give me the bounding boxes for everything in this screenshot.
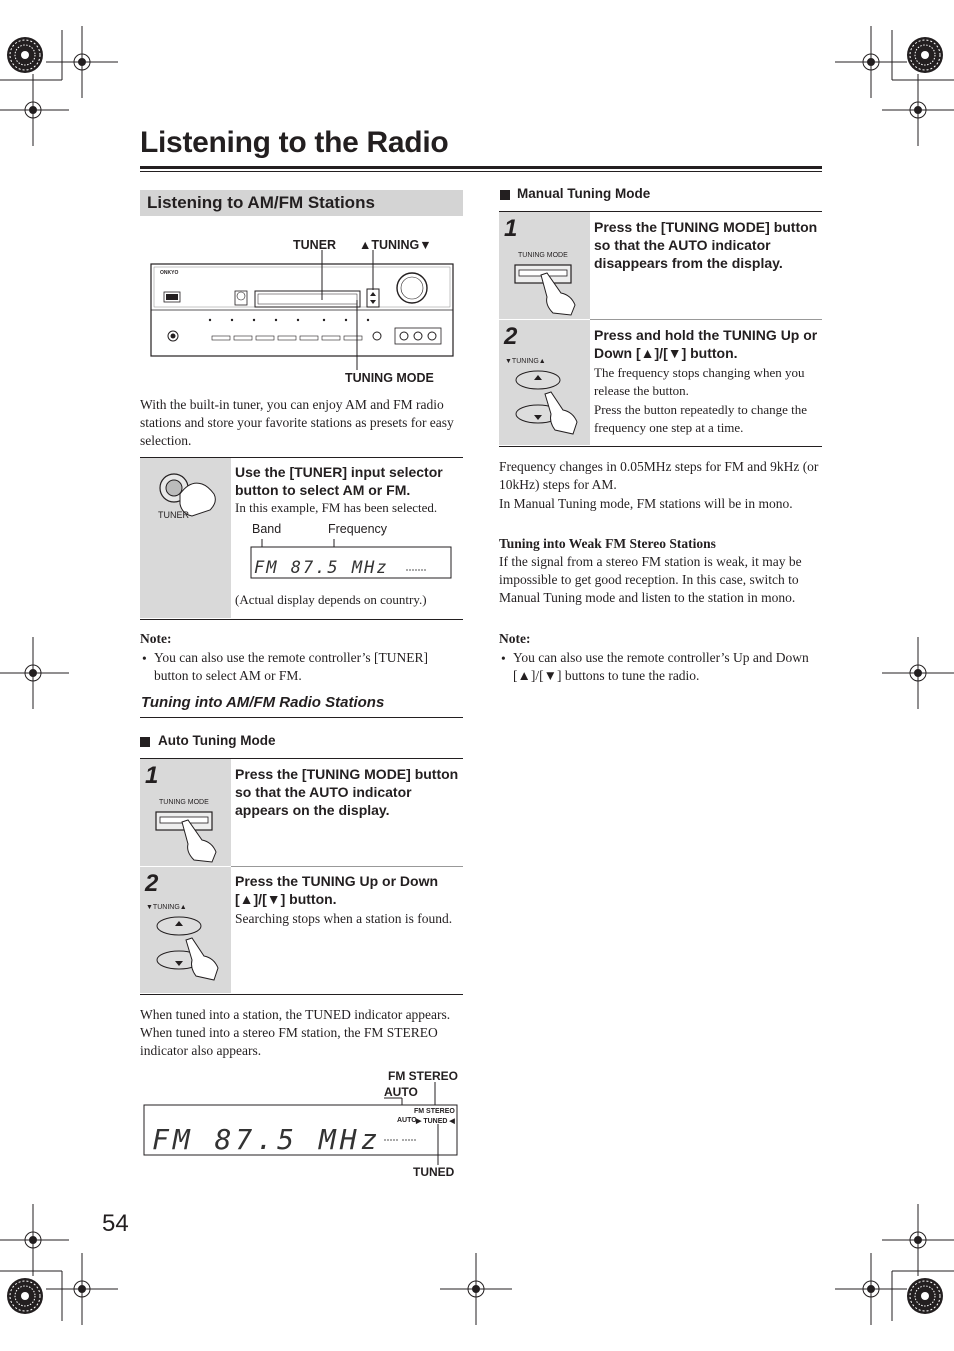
subsection-heading: Tuning into AM/FM Radio Stations (141, 694, 385, 711)
manual-step2-text1: The frequency stops changing when you release the button. (594, 365, 805, 398)
crosshair-target-icon (882, 74, 954, 146)
display-note: (Actual display depends on country.) (235, 592, 427, 607)
auto-tuning-heading: Auto Tuning Mode (158, 733, 276, 748)
square-bullet-icon (140, 737, 150, 747)
bullet-dot: • (501, 651, 506, 666)
tuned-indicator-paragraph: When tuned into a station, the TUNED indicator appears. When tuned into a stereo FM station, the FM STEREO indicator also appears. (140, 1007, 451, 1058)
intro-paragraph: With the built-in tuner, you can enjoy AM and FM radio stations and store your favorite stations as presets for easy selection. (140, 397, 454, 448)
weak-fm-paragraph: If the signal from a stereo FM station is weak, it may be impossible to get good reception. In this case, switch to Manual Tuning mode and listen to the station in mono. (499, 554, 802, 605)
band-label: Band (252, 522, 282, 536)
manual-step2-heading-line1: Press and hold the TUNING Up or (594, 327, 818, 343)
tuner-step-text: In this example, FM has been selected. (235, 500, 438, 515)
tuner-icon-label: TUNER (158, 510, 189, 520)
crosshair-target-icon (0, 637, 69, 709)
svg-text:ONKYO: ONKYO (160, 270, 179, 276)
auto-step1-number: 1 (145, 762, 159, 789)
fm-stereo-indicator: FM STEREO (414, 1108, 455, 1115)
crosshair-target-icon (835, 26, 907, 98)
display-readout-small: FM 87.5 MHz (254, 558, 389, 578)
crosshair-target-icon (882, 1204, 954, 1276)
title-rule-thin (140, 171, 822, 172)
frequency-label: Frequency (328, 522, 388, 536)
registration-star-icon (907, 37, 943, 73)
registration-star-icon (7, 1278, 43, 1314)
auto-indicator: AUTO (397, 1117, 417, 1124)
weak-fm-heading: Tuning into Weak FM Stereo Stations (499, 536, 716, 551)
crosshair-target-icon (440, 1253, 512, 1325)
tuned-indicator: ▶ TUNED ◀ (416, 1118, 455, 1125)
tuning-up-down-button-press-icon (152, 910, 232, 985)
auto-label: AUTO (384, 1085, 418, 1099)
manual-step2-number: 2 (504, 323, 518, 350)
manual-step2-text2: Press the button repeatedly to change the frequency one step at a time. (594, 402, 807, 435)
display-readout-large: FM 87.5 MHz (152, 1123, 382, 1156)
auto-step1-icon-label: TUNING MODE (159, 799, 209, 806)
page-title: Listening to the Radio (140, 126, 449, 159)
page-number: 54 (102, 1210, 129, 1237)
bullet-dot: • (142, 651, 147, 666)
title-rule (140, 166, 822, 169)
label-tuning: ▲TUNING▼ (359, 238, 432, 252)
receiver-front-panel-illustration (150, 250, 455, 370)
manual-step1-heading: Press the [TUNING MODE] button so that the AUTO indicator disappears from the display. (594, 219, 818, 271)
auto-step2-text: Searching stops when a station is found. (235, 911, 453, 926)
manual-step1-icon-label: TUNING MODE (518, 252, 568, 259)
crosshair-target-icon (835, 1253, 907, 1325)
manual-step1-number: 1 (504, 215, 518, 242)
auto-step1-heading: Press the [TUNING MODE] button so that the AUTO indicator appears on the display. (235, 766, 459, 818)
crosshair-target-icon (46, 26, 118, 98)
note-bullet-left: You can also use the remote controller’s [TUNER] button to select AM or FM. (154, 650, 428, 683)
note-title-left: Note: (140, 631, 172, 646)
registration-star-icon (7, 37, 43, 73)
auto-step2-heading-line1: Press the TUNING Up or Down (235, 873, 439, 889)
manual-step2-heading-line2: Down [▲]/[▼] button. (594, 345, 738, 361)
registration-star-icon (907, 1278, 943, 1314)
freq-steps-paragraph: Frequency changes in 0.05MHz steps for FM and 9kHz (or 10kHz) steps for AM. (499, 459, 819, 492)
square-bullet-icon (500, 190, 510, 200)
label-tuner: TUNER (293, 238, 337, 252)
tuning-mode-button-press-icon (152, 808, 232, 863)
tuning-mode-button-press-icon (511, 261, 591, 316)
manual-step2-icon-label: ▼TUNING▲ (505, 358, 546, 365)
label-tuning-mode: TUNING MODE (345, 371, 434, 385)
section-heading: Listening to AM/FM Stations (140, 190, 463, 216)
auto-step2-heading-line2: [▲]/[▼] button. (235, 891, 337, 907)
manual-tuning-heading: Manual Tuning Mode (517, 186, 651, 201)
note-title-right: Note: (499, 631, 531, 646)
auto-step2-number: 2 (145, 870, 159, 897)
tuner-step-heading: Use the [TUNER] input selector button to select AM or FM. (235, 464, 443, 498)
crosshair-target-icon (0, 74, 69, 146)
tuned-label: TUNED (413, 1165, 455, 1179)
mono-paragraph: In Manual Tuning mode, FM stations will be in mono. (499, 496, 793, 511)
crosshair-target-icon (882, 637, 954, 709)
auto-step2-icon-label: ▼TUNING▲ (146, 904, 187, 911)
tuning-up-down-button-press-icon (511, 364, 591, 439)
crosshair-target-icon (0, 1204, 69, 1276)
note-bullet-right: You can also use the remote controller’s Up and Down [▲]/[▼] buttons to tune the radio. (513, 650, 809, 683)
subsection-rule (140, 717, 463, 718)
crosshair-target-icon (46, 1253, 118, 1325)
fm-stereo-label: FM STEREO (388, 1069, 459, 1083)
